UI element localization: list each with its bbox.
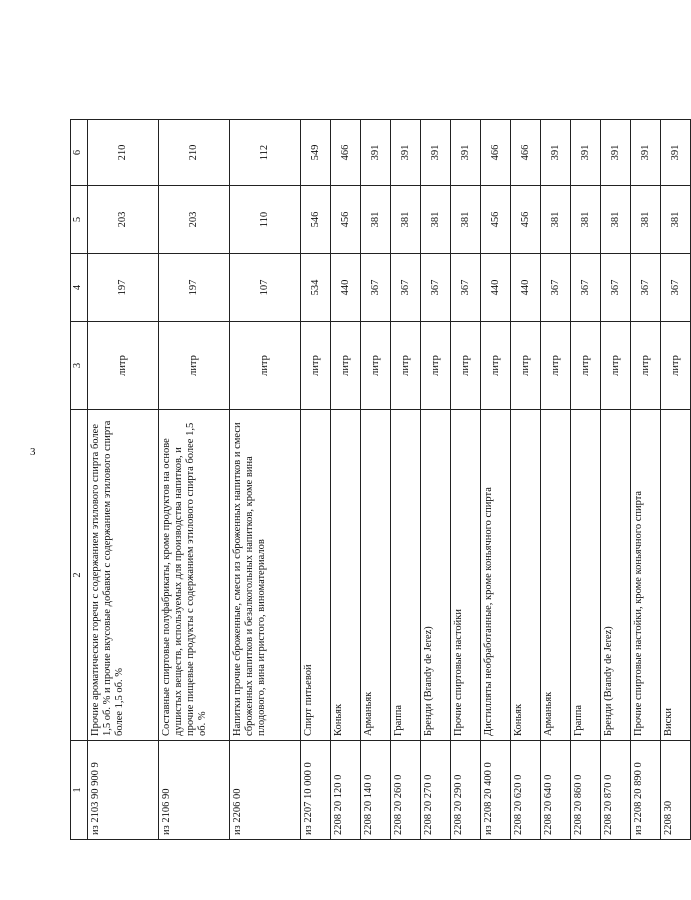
table-row bbox=[159, 120, 230, 840]
table-row bbox=[481, 120, 511, 840]
table-body bbox=[88, 120, 691, 840]
cell-value-5: 546 bbox=[301, 186, 331, 254]
cell-value-5: 456 bbox=[511, 186, 541, 254]
cell-value-6: 391 bbox=[661, 120, 691, 186]
cell-value-4: 367 bbox=[631, 254, 661, 322]
cell-value-5: 381 bbox=[631, 186, 661, 254]
cell-name: Составные спиртовые полуфабрикаты, кроме продуктов на основе душистых веществ, используемых для производства напитков, и прочие пищевые продукты с содержанием этилового спирта более 1,5 об. % bbox=[159, 410, 230, 741]
cell-value-6: 549 bbox=[301, 120, 331, 186]
cell-code: из 2206 00 bbox=[230, 741, 301, 840]
cell-value-6: 112 bbox=[230, 120, 301, 186]
cell-value-4: 440 bbox=[331, 254, 361, 322]
cell-name: Граппа bbox=[571, 410, 601, 741]
cell-unit: литр bbox=[571, 322, 601, 410]
cell-code: 2208 20 270 0 bbox=[421, 741, 451, 840]
table-row bbox=[421, 120, 451, 840]
cell-name: Бренди (Brandy de Jerez) bbox=[421, 410, 451, 741]
cell-value-4: 367 bbox=[541, 254, 571, 322]
cell-value-4: 367 bbox=[661, 254, 691, 322]
cell-value-4: 440 bbox=[481, 254, 511, 322]
cell-unit: литр bbox=[511, 322, 541, 410]
cell-name: Арманьяк bbox=[361, 410, 391, 741]
cell-value-4: 367 bbox=[571, 254, 601, 322]
cell-unit: литр bbox=[451, 322, 481, 410]
cell-unit: литр bbox=[601, 322, 631, 410]
table-row bbox=[361, 120, 391, 840]
cell-code: 2208 20 120 0 bbox=[331, 741, 361, 840]
tariff-table bbox=[70, 119, 691, 840]
cell-value-6: 391 bbox=[541, 120, 571, 186]
cell-name: Прочие ароматические горечи с содержанием этилового спирта более 1,5 об. % и прочие вкусовые добавки с содержанием этилового спирта более 1,5 об. % bbox=[88, 410, 159, 741]
table-row bbox=[511, 120, 541, 840]
cell-value-4: 367 bbox=[421, 254, 451, 322]
cell-code: из 2207 10 000 0 bbox=[301, 741, 331, 840]
rotated-table-container bbox=[70, 120, 681, 840]
table-row bbox=[331, 120, 361, 840]
cell-name: Прочие спиртовые настойки bbox=[451, 410, 481, 741]
cell-code: из 2208 20 400 0 bbox=[481, 741, 511, 840]
cell-name: Коньяк bbox=[331, 410, 361, 741]
cell-value-6: 466 bbox=[331, 120, 361, 186]
cell-value-5: 381 bbox=[421, 186, 451, 254]
table-row bbox=[571, 120, 601, 840]
cell-name: Напитки прочие сброженные, смеси из сброженных напитков и смеси сброженных напитков и безалкогольных напитков, кроме вина плодового, вина игристого, виноматериалов bbox=[230, 410, 301, 741]
table-row bbox=[230, 120, 301, 840]
cell-name: Бренди (Brandy de Jerez) bbox=[601, 410, 631, 741]
cell-value-5: 203 bbox=[159, 186, 230, 254]
table-row bbox=[601, 120, 631, 840]
cell-code: 2208 30 bbox=[661, 741, 691, 840]
table-row bbox=[301, 120, 331, 840]
cell-unit: литр bbox=[331, 322, 361, 410]
cell-unit: литр bbox=[661, 322, 691, 410]
table-row bbox=[541, 120, 571, 840]
cell-unit: литр bbox=[301, 322, 331, 410]
cell-unit: литр bbox=[631, 322, 661, 410]
cell-code: 2208 20 290 0 bbox=[451, 741, 481, 840]
cell-code: из 2208 20 890 0 bbox=[631, 741, 661, 840]
cell-value-6: 391 bbox=[421, 120, 451, 186]
cell-unit: литр bbox=[88, 322, 159, 410]
cell-value-5: 203 bbox=[88, 186, 159, 254]
table-row bbox=[88, 120, 159, 840]
cell-code: 2208 20 870 0 bbox=[601, 741, 631, 840]
page-number: 3 bbox=[30, 446, 36, 458]
cell-name: Граппа bbox=[391, 410, 421, 741]
cell-value-4: 367 bbox=[451, 254, 481, 322]
cell-value-6: 391 bbox=[451, 120, 481, 186]
cell-unit: литр bbox=[421, 322, 451, 410]
cell-value-6: 391 bbox=[361, 120, 391, 186]
cell-name: Дистилляты необработанные, кроме коньячного спирта bbox=[481, 410, 511, 741]
cell-value-4: 534 bbox=[301, 254, 331, 322]
header-col-6: 6 bbox=[71, 120, 88, 186]
cell-code: 2208 20 620 0 bbox=[511, 741, 541, 840]
cell-unit: литр bbox=[230, 322, 301, 410]
cell-value-5: 381 bbox=[661, 186, 691, 254]
header-col-4: 4 bbox=[71, 254, 88, 322]
cell-code: 2208 20 860 0 bbox=[571, 741, 601, 840]
cell-value-4: 107 bbox=[230, 254, 301, 322]
cell-code: 2208 20 640 0 bbox=[541, 741, 571, 840]
cell-code: 2208 20 140 0 bbox=[361, 741, 391, 840]
cell-value-4: 367 bbox=[361, 254, 391, 322]
cell-unit: литр bbox=[541, 322, 571, 410]
cell-value-5: 456 bbox=[481, 186, 511, 254]
cell-value-5: 381 bbox=[391, 186, 421, 254]
table-row bbox=[631, 120, 661, 840]
cell-value-6: 391 bbox=[391, 120, 421, 186]
table-row bbox=[451, 120, 481, 840]
table-row bbox=[661, 120, 691, 840]
header-col-5: 5 bbox=[71, 186, 88, 254]
cell-value-6: 210 bbox=[159, 120, 230, 186]
cell-value-4: 197 bbox=[88, 254, 159, 322]
cell-value-5: 456 bbox=[331, 186, 361, 254]
header-row bbox=[71, 120, 88, 840]
cell-value-6: 466 bbox=[481, 120, 511, 186]
cell-value-4: 197 bbox=[159, 254, 230, 322]
cell-name: Виски bbox=[661, 410, 691, 741]
cell-unit: литр bbox=[481, 322, 511, 410]
cell-code: 2208 20 260 0 bbox=[391, 741, 421, 840]
cell-name: Коньяк bbox=[511, 410, 541, 741]
header-col-1: 1 bbox=[71, 741, 88, 840]
cell-value-6: 391 bbox=[631, 120, 661, 186]
cell-value-6: 391 bbox=[601, 120, 631, 186]
cell-unit: литр bbox=[391, 322, 421, 410]
cell-value-5: 381 bbox=[541, 186, 571, 254]
cell-code: из 2106 90 bbox=[159, 741, 230, 840]
cell-value-5: 381 bbox=[601, 186, 631, 254]
cell-value-5: 381 bbox=[451, 186, 481, 254]
table-row bbox=[391, 120, 421, 840]
cell-value-5: 381 bbox=[571, 186, 601, 254]
cell-code: из 2103 90 900 9 bbox=[88, 741, 159, 840]
header-col-2: 2 bbox=[71, 410, 88, 741]
cell-value-4: 367 bbox=[391, 254, 421, 322]
cell-name: Арманьяк bbox=[541, 410, 571, 741]
cell-value-4: 367 bbox=[601, 254, 631, 322]
cell-value-4: 440 bbox=[511, 254, 541, 322]
cell-name: Прочие спиртовые настойки, кроме коньячного спирта bbox=[631, 410, 661, 741]
cell-value-6: 391 bbox=[571, 120, 601, 186]
cell-value-6: 466 bbox=[511, 120, 541, 186]
cell-value-5: 110 bbox=[230, 186, 301, 254]
cell-unit: литр bbox=[159, 322, 230, 410]
cell-name: Спирт питьевой bbox=[301, 410, 331, 741]
header-col-3: 3 bbox=[71, 322, 88, 410]
cell-value-5: 381 bbox=[361, 186, 391, 254]
cell-unit: литр bbox=[361, 322, 391, 410]
cell-value-6: 210 bbox=[88, 120, 159, 186]
